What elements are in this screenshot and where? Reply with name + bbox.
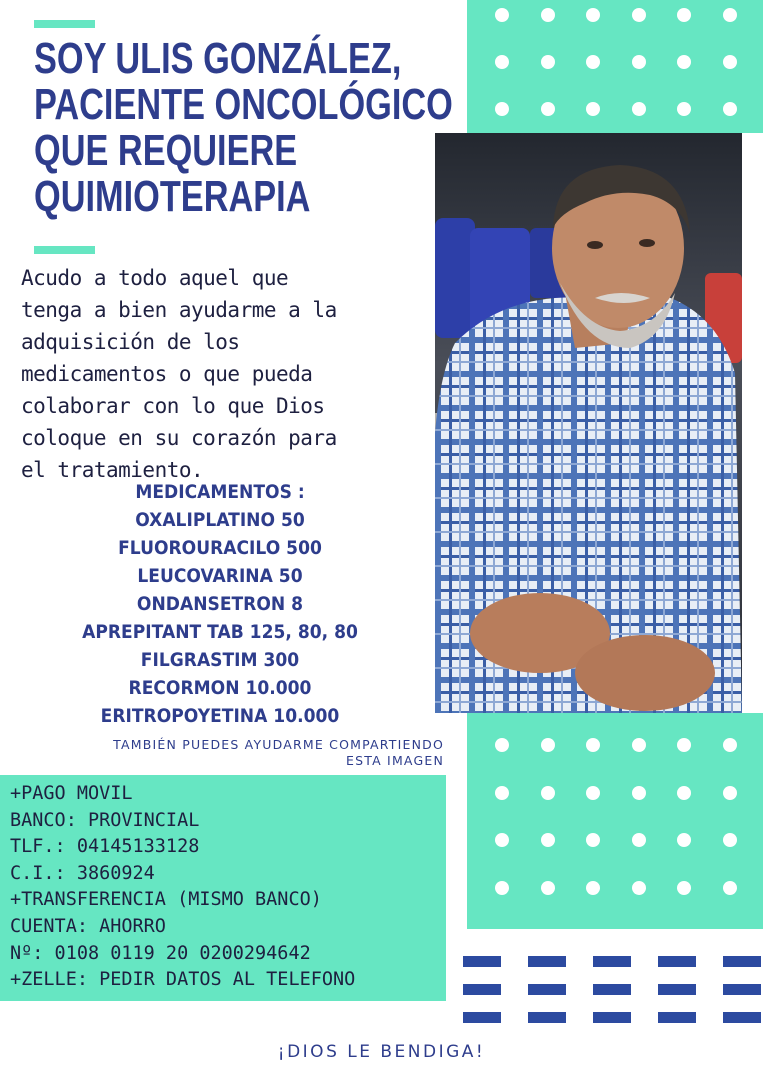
intro-line: medicamentos o que pueda xyxy=(21,362,313,386)
decor-dash xyxy=(528,984,566,995)
decor-dot xyxy=(541,102,555,116)
intro-line: adquisición de los xyxy=(21,330,240,354)
decor-dot xyxy=(586,786,600,800)
decor-dot xyxy=(723,102,737,116)
decor-dot xyxy=(677,881,691,895)
footer-blessing: ¡DIOS LE BENDIGA! xyxy=(277,1042,486,1062)
intro-line: colaborar con lo que Dios xyxy=(21,394,325,418)
decor-dot xyxy=(632,55,646,69)
page-title xyxy=(34,34,453,221)
medication-list xyxy=(58,478,382,730)
decor-dot xyxy=(541,786,555,800)
decor-dash xyxy=(593,956,631,967)
decor-dot xyxy=(495,786,509,800)
medication-item: APREPITANT TAB 125, 80, 80 xyxy=(82,621,358,643)
medication-item: OXALIPLATINO 50 xyxy=(135,509,305,531)
payment-line: BANCO: PROVINCIAL xyxy=(10,809,200,831)
medication-item: LEUCOVARINA 50 xyxy=(137,565,303,587)
patient-photo xyxy=(435,133,742,713)
payment-line: +TRANSFERENCIA (MISMO BANCO) xyxy=(10,889,322,911)
payment-line: CUENTA: AHORRO xyxy=(10,915,166,937)
decor-dot xyxy=(723,738,737,752)
decor-dash xyxy=(723,956,761,967)
decor-dot xyxy=(632,833,646,847)
decor-dot xyxy=(541,881,555,895)
decor-dash xyxy=(723,984,761,995)
decor-dot xyxy=(723,55,737,69)
title-line: SOY ULIS GONZÁLEZ, xyxy=(34,34,402,83)
intro-line: tenga a bien ayudarme a la xyxy=(21,298,337,322)
decor-dot xyxy=(632,881,646,895)
decor-dash xyxy=(593,984,631,995)
medication-item: FLUOROURACILO 500 xyxy=(118,537,322,559)
decor-dash xyxy=(463,984,501,995)
decor-dot xyxy=(632,786,646,800)
share-note xyxy=(16,737,444,769)
title-line: PACIENTE ONCOLÓGICO xyxy=(34,80,453,129)
decor-dash xyxy=(463,1012,501,1023)
top-right-dotted-panel xyxy=(467,0,763,133)
decor-dash xyxy=(528,956,566,967)
payment-line: Nº: 0108 0119 20 0200294642 xyxy=(10,942,311,964)
decor-dot xyxy=(495,8,509,22)
decor-dot xyxy=(723,786,737,800)
decor-dot xyxy=(495,55,509,69)
decor-dot xyxy=(495,738,509,752)
decor-dot xyxy=(495,102,509,116)
medication-heading: MEDICAMENTOS : xyxy=(135,481,305,503)
middle-right-dotted-panel xyxy=(467,713,763,929)
decor-dot xyxy=(495,881,509,895)
decor-dot xyxy=(723,881,737,895)
decor-dot xyxy=(541,8,555,22)
decor-dot xyxy=(632,738,646,752)
decor-dot xyxy=(495,833,509,847)
share-line: TAMBIÉN PUEDES AYUDARME COMPARTIENDO xyxy=(113,737,444,752)
decor-dash xyxy=(593,1012,631,1023)
payment-details xyxy=(10,781,355,994)
decor-dot xyxy=(723,8,737,22)
decor-dot xyxy=(541,738,555,752)
decor-dot xyxy=(586,881,600,895)
share-line: ESTA IMAGEN xyxy=(346,753,444,768)
decor-dot xyxy=(632,102,646,116)
decor-dash xyxy=(658,956,696,967)
decor-dot xyxy=(541,55,555,69)
medication-item: ERITROPOYETINA 10.000 xyxy=(100,705,340,727)
decor-dot xyxy=(677,786,691,800)
decor-dot xyxy=(632,8,646,22)
intro-line: el tratamiento. xyxy=(21,458,204,482)
payment-line: +PAGO MOVIL xyxy=(10,783,133,804)
medication-item: RECORMON 10.000 xyxy=(128,677,312,699)
decor-dash xyxy=(658,984,696,995)
medication-item: FILGRASTIM 300 xyxy=(140,649,300,671)
decor-dash xyxy=(723,1012,761,1023)
title-line: QUE REQUIERE xyxy=(34,126,298,175)
title-accent-top xyxy=(34,20,95,28)
payment-line: +ZELLE: PEDIR DATOS AL TELEFONO xyxy=(10,969,356,991)
payment-line: C.I.: 3860924 xyxy=(10,862,155,884)
decor-dot xyxy=(723,833,737,847)
title-line: QUIMIOTERAPIA xyxy=(34,172,311,221)
payment-line: TLF.: 04145133128 xyxy=(10,836,200,858)
medication-item: ONDANSETRON 8 xyxy=(136,593,304,615)
intro-line: coloque en su corazón para xyxy=(21,426,337,450)
decor-dot xyxy=(541,833,555,847)
intro-line: Acudo a todo aquel que xyxy=(21,266,289,290)
title-accent-bottom xyxy=(34,246,95,254)
decor-dash xyxy=(658,1012,696,1023)
decor-dash xyxy=(463,956,501,967)
decor-dash xyxy=(528,1012,566,1023)
intro-paragraph xyxy=(21,262,441,486)
